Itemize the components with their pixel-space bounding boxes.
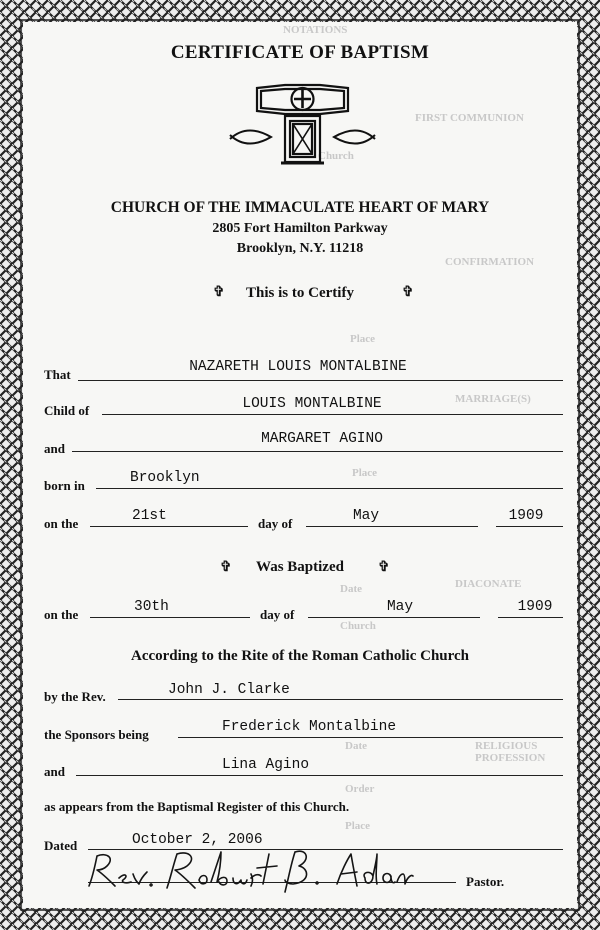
church-address-city: Brooklyn, N.Y. 11218 bbox=[236, 241, 364, 256]
bleed-date-1: Date bbox=[340, 583, 362, 595]
label-pastor: Pastor. bbox=[466, 874, 505, 889]
register-statement: as appears from the Baptismal Register of this Church. bbox=[44, 799, 350, 814]
date-value: October 2, 2006 bbox=[132, 832, 263, 848]
birth-month-value: May bbox=[352, 508, 380, 524]
label-day-of-baptism: day of bbox=[260, 607, 295, 622]
baptized-heading: Was Baptized bbox=[256, 559, 344, 575]
label-dated: Dated bbox=[44, 838, 78, 853]
birth-day-value: 21st bbox=[132, 508, 167, 524]
child-name-line bbox=[78, 380, 563, 381]
father-value: LOUIS MONTALBINE bbox=[242, 396, 382, 412]
label-sponsors-being: the Sponsors being bbox=[44, 727, 149, 742]
pastor-signature bbox=[85, 848, 415, 896]
label-on-the-birth: on the bbox=[44, 516, 79, 531]
bleed-place-1: Place bbox=[350, 333, 376, 345]
label-born-in: born in bbox=[44, 478, 85, 493]
priest-value: John J. Clarke bbox=[168, 682, 290, 698]
sponsor1-line bbox=[178, 737, 563, 738]
bleed-confirmation: CONFIRMATION bbox=[445, 256, 535, 268]
bleed-first-communion: FIRST COMMUNION bbox=[415, 112, 524, 124]
cross-icon: ✞ bbox=[213, 285, 225, 300]
certificate-title: CERTIFICATE OF BAPTISM bbox=[170, 42, 430, 63]
certify-heading: This is to Certify bbox=[246, 285, 354, 301]
label-day-of-birth: day of bbox=[258, 516, 293, 531]
mother-line bbox=[72, 451, 563, 452]
cross-icon: ✞ bbox=[402, 285, 414, 300]
priest-line bbox=[118, 699, 563, 700]
birth-year-line bbox=[496, 526, 563, 527]
birthplace-line bbox=[96, 488, 563, 489]
bleed-diaconate: DIACONATE bbox=[455, 578, 522, 590]
baptism-day-value: 30th bbox=[134, 599, 169, 615]
baptism-year-line bbox=[498, 617, 563, 618]
label-by-the-rev: by the Rev. bbox=[44, 689, 106, 704]
rite-statement: According to the Rite of the Roman Catholic Church bbox=[130, 648, 470, 664]
bleed-notations: NOTATIONS bbox=[283, 24, 348, 36]
birth-day-line bbox=[90, 526, 248, 527]
baptism-year-value: 1909 bbox=[517, 599, 553, 615]
birth-month-line bbox=[306, 526, 478, 527]
bleed-place-2: Place bbox=[352, 467, 378, 479]
bleed-place-3: Place bbox=[345, 820, 371, 832]
father-line bbox=[102, 414, 563, 415]
bleed-religious-profession: RELIGIOUS PROFESSION bbox=[475, 740, 546, 764]
birthplace-value: Brooklyn bbox=[130, 470, 200, 486]
label-child-of: Child of bbox=[44, 403, 90, 418]
label-on-the-baptism: on the bbox=[44, 607, 79, 622]
bleed-church-1: Church bbox=[318, 150, 354, 162]
church-address-street: 2805 Fort Hamilton Parkway bbox=[212, 221, 388, 236]
birth-year-value: 1909 bbox=[508, 508, 544, 524]
label-that: That bbox=[44, 367, 71, 382]
baptismal-font-emblem bbox=[225, 83, 380, 168]
cross-icon: ✞ bbox=[220, 560, 232, 575]
sponsor2-value: Lina Agino bbox=[222, 757, 310, 773]
bleed-date-2: Date bbox=[345, 740, 367, 752]
child-name-value: NAZARETH LOUIS MONTALBINE bbox=[189, 359, 407, 375]
bleed-marriage: MARRIAGE(S) bbox=[455, 393, 531, 405]
bleed-church-2: Church bbox=[340, 620, 376, 632]
mother-value: MARGARET AGINO bbox=[261, 431, 383, 447]
baptism-day-line bbox=[90, 617, 250, 618]
bleed-order: Order bbox=[345, 783, 375, 795]
sponsor2-line bbox=[76, 775, 563, 776]
baptism-month-value: May bbox=[386, 599, 414, 615]
sponsor1-value: Frederick Montalbine bbox=[222, 719, 397, 735]
label-and-sponsor: and bbox=[44, 764, 65, 779]
baptism-month-line bbox=[308, 617, 480, 618]
cross-icon: ✞ bbox=[378, 560, 390, 575]
church-name: CHURCH OF THE IMMACULATE HEART OF MARY bbox=[110, 199, 490, 216]
label-and-mother: and bbox=[44, 441, 65, 456]
